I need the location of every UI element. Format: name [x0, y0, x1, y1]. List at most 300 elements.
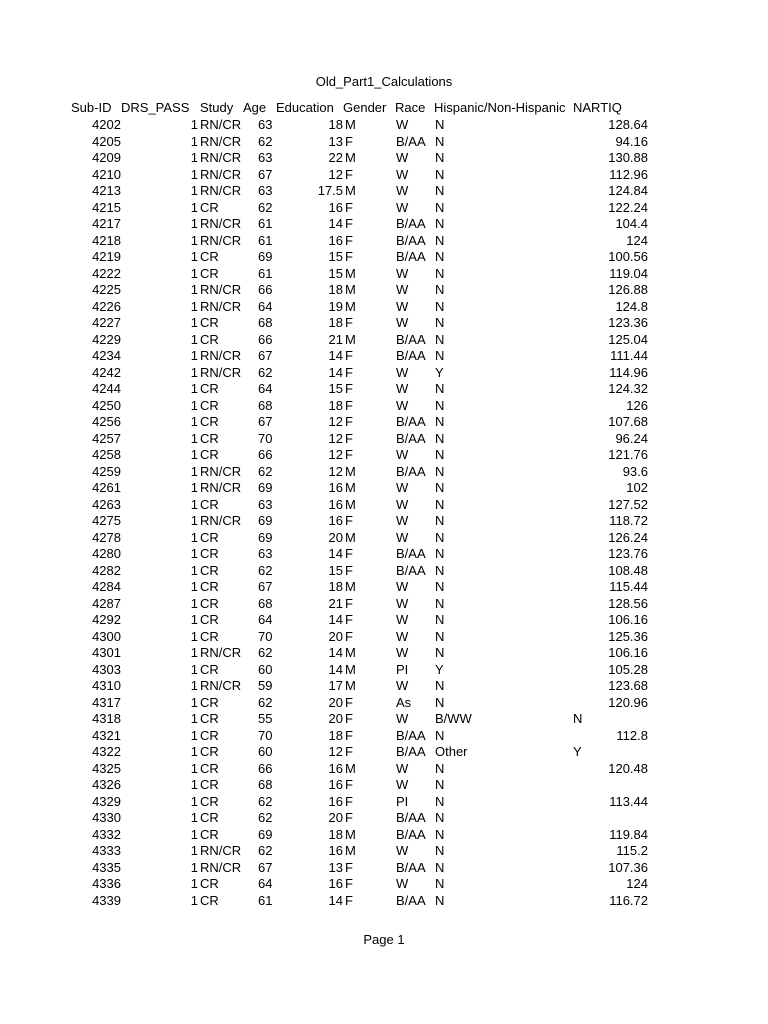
cell-study: RN/CR — [200, 463, 242, 479]
cell-nartiq: 128.56 — [608, 595, 648, 611]
cell-sub-id: 4284 — [92, 579, 121, 594]
cell-study: CR — [200, 447, 219, 462]
table-row — [0, 134, 768, 151]
cell-age: 62 — [258, 364, 273, 380]
cell-drs-pass: 1 — [190, 661, 198, 677]
cell-education: 18 — [328, 727, 343, 743]
cell-study: CR — [200, 760, 219, 776]
table-row — [0, 678, 768, 695]
cell-race: W — [396, 282, 409, 297]
cell-sub-id: 4261 — [92, 480, 121, 495]
cell-hispanic: N — [435, 892, 445, 908]
cell-race: B/AA — [396, 232, 426, 248]
cell-race: W — [396, 364, 409, 380]
header-nartiq: NARTIQ — [573, 100, 622, 115]
cell-age: 63 — [258, 150, 273, 165]
cell-sub-id: 4310 — [92, 678, 121, 693]
cell-gender: F — [345, 513, 353, 528]
cell-nartiq: 128.64 — [608, 117, 648, 132]
table-row — [0, 150, 768, 167]
cell-race: W — [396, 612, 409, 627]
cell-gender: F — [345, 612, 353, 627]
cell-hispanic: N — [435, 397, 445, 413]
cell-sub-id: 4218 — [92, 232, 121, 248]
table-row — [0, 777, 768, 794]
cell-hispanic: N — [435, 546, 445, 561]
cell-gender: F — [345, 744, 353, 759]
table-row — [0, 183, 768, 200]
table-row — [0, 744, 768, 761]
table-row — [0, 893, 768, 910]
cell-gender: F — [345, 595, 353, 611]
cell-sub-id: 4332 — [92, 826, 121, 842]
cell-sub-id: 4229 — [92, 331, 121, 347]
cell-study: CR — [200, 661, 219, 677]
cell-sub-id: 4259 — [92, 463, 121, 479]
cell-drs-pass: 1 — [190, 595, 198, 611]
cell-race: W — [396, 843, 409, 858]
cell-nartiq: 121.76 — [608, 447, 648, 462]
cell-gender: M — [345, 265, 356, 281]
cell-study: CR — [200, 331, 219, 347]
cell-education: 12 — [328, 744, 343, 759]
cell-drs-pass: 1 — [190, 727, 198, 743]
cell-race: W — [396, 876, 409, 891]
cell-age: 68 — [258, 315, 273, 330]
cell-gender: F — [345, 348, 353, 363]
cell-sub-id: 4326 — [92, 777, 121, 792]
cell-sub-id: 4258 — [92, 447, 121, 462]
table-row — [0, 860, 768, 877]
table-row — [0, 117, 768, 134]
cell-gender: F — [345, 777, 353, 792]
cell-sub-id: 4242 — [92, 364, 121, 380]
cell-study: CR — [200, 315, 219, 330]
cell-nartiq: 126.88 — [608, 282, 648, 297]
cell-age: 62 — [258, 810, 273, 825]
cell-drs-pass: 1 — [190, 480, 198, 495]
cell-age: 62 — [258, 199, 273, 215]
cell-nartiq: 113.44 — [609, 793, 648, 809]
cell-education: 12 — [328, 414, 343, 429]
cell-hispanic: N — [435, 199, 445, 215]
cell-gender: F — [345, 430, 353, 446]
cell-race: W — [396, 496, 409, 512]
cell-hispanic: N — [435, 117, 445, 132]
cell-drs-pass: 1 — [190, 364, 198, 380]
cell-race: W — [396, 480, 409, 495]
cell-race: PI — [396, 661, 409, 677]
header-drs-pass: DRS_PASS — [121, 100, 190, 115]
cell-race: As — [396, 694, 412, 710]
cell-race: B/AA — [396, 249, 426, 264]
cell-drs-pass: 1 — [190, 133, 198, 149]
cell-education: 14 — [328, 892, 343, 908]
cell-sub-id: 4301 — [92, 645, 121, 660]
cell-hispanic: N — [435, 562, 445, 578]
cell-education: 17.5 — [317, 183, 343, 198]
cell-gender: M — [345, 826, 356, 842]
table-row — [0, 645, 768, 662]
cell-nartiq: 93.6 — [622, 463, 648, 479]
cell-study: RN/CR — [200, 117, 242, 132]
cell-race: W — [396, 117, 409, 132]
cell-hispanic: Y — [435, 364, 444, 380]
cell-study: RN/CR — [200, 859, 242, 875]
cell-hispanic: N — [435, 216, 445, 231]
cell-drs-pass: 1 — [190, 199, 198, 215]
cell-age: 61 — [258, 892, 273, 908]
cell-hispanic: N — [435, 265, 445, 281]
cell-age: 67 — [258, 859, 273, 875]
table-row — [0, 381, 768, 398]
table-row — [0, 662, 768, 679]
cell-age: 70 — [258, 628, 273, 644]
cell-gender: F — [345, 397, 353, 413]
cell-hispanic: N — [435, 826, 445, 842]
cell-hispanic: N — [435, 430, 445, 446]
cell-sub-id: 4330 — [92, 810, 121, 825]
cell-drs-pass: 1 — [190, 381, 198, 396]
cell-age: 69 — [258, 249, 273, 264]
cell-drs-pass: 1 — [190, 216, 198, 231]
cell-sub-id: 4333 — [92, 843, 121, 858]
header-hispanic: Hispanic/Non-Hispanic — [434, 100, 566, 115]
cell-age: 63 — [258, 183, 273, 198]
cell-hispanic: N — [435, 348, 445, 363]
cell-hispanic: N — [435, 777, 445, 792]
cell-nartiq: 112.96 — [609, 166, 648, 182]
cell-drs-pass: 1 — [190, 447, 198, 462]
cell-nartiq: 106.16 — [608, 612, 648, 627]
table-row — [0, 711, 768, 728]
cell-age: 64 — [258, 298, 273, 314]
cell-education: 18 — [328, 826, 343, 842]
table-row — [0, 398, 768, 415]
cell-age: 69 — [258, 513, 273, 528]
cell-drs-pass: 1 — [190, 579, 198, 594]
cell-sub-id: 4219 — [92, 249, 121, 264]
cell-nartiq: 94.16 — [615, 133, 648, 149]
cell-education: 14 — [328, 612, 343, 627]
cell-education: 18 — [328, 117, 343, 132]
header-race: Race — [395, 100, 426, 115]
cell-drs-pass: 1 — [190, 298, 198, 314]
cell-study: RN/CR — [200, 348, 242, 363]
cell-age: 63 — [258, 546, 273, 561]
cell-gender: F — [345, 199, 353, 215]
cell-study: CR — [200, 381, 219, 396]
cell-study: RN/CR — [200, 298, 242, 314]
cell-nartiq: 105.28 — [608, 661, 648, 677]
cell-hispanic: N — [435, 529, 445, 545]
cell-hispanic: N — [435, 183, 445, 198]
cell-nartiq: 126 — [626, 397, 648, 413]
cell-sub-id: 4222 — [92, 265, 121, 281]
cell-drs-pass: 1 — [190, 876, 198, 891]
cell-hispanic: N — [435, 810, 445, 825]
cell-hispanic: N — [435, 232, 445, 248]
cell-education: 20 — [328, 694, 343, 710]
cell-sub-id: 4329 — [92, 793, 121, 809]
table-row — [0, 431, 768, 448]
cell-education: 13 — [328, 133, 343, 149]
cell-nartiq: 102 — [626, 480, 648, 495]
cell-study: CR — [200, 810, 219, 825]
cell-drs-pass: 1 — [190, 282, 198, 297]
cell-nartiq: 100.56 — [608, 249, 648, 264]
cell-drs-pass: 1 — [190, 826, 198, 842]
cell-nartiq: 119.84 — [609, 826, 648, 842]
cell-gender: M — [345, 529, 356, 545]
cell-sub-id: 4282 — [92, 562, 121, 578]
cell-sub-id: 4215 — [92, 199, 121, 215]
cell-age: 60 — [258, 661, 273, 677]
cell-race: B/AA — [396, 133, 426, 149]
cell-education: 22 — [328, 150, 343, 165]
cell-study: CR — [200, 711, 219, 726]
table-row — [0, 315, 768, 332]
cell-drs-pass: 1 — [190, 694, 198, 710]
cell-nartiq: 111.44 — [610, 348, 648, 363]
cell-age: 64 — [258, 876, 273, 891]
cell-drs-pass: 1 — [190, 331, 198, 347]
cell-education: 12 — [328, 430, 343, 446]
cell-drs-pass: 1 — [190, 249, 198, 264]
cell-study: RN/CR — [200, 480, 242, 495]
cell-study: CR — [200, 595, 219, 611]
cell-age: 59 — [258, 678, 273, 693]
cell-race: W — [396, 447, 409, 462]
cell-hispanic: N — [435, 298, 445, 314]
cell-sub-id: 4226 — [92, 298, 121, 314]
cell-hispanic: N — [435, 496, 445, 512]
cell-study: RN/CR — [200, 150, 242, 165]
cell-overflow: Y — [573, 744, 582, 759]
cell-drs-pass: 1 — [190, 760, 198, 776]
cell-gender: F — [345, 381, 353, 396]
cell-hispanic: N — [435, 133, 445, 149]
cell-hispanic: Other — [435, 744, 468, 759]
cell-race: B/AA — [396, 216, 426, 231]
cell-age: 69 — [258, 480, 273, 495]
cell-hispanic: N — [435, 612, 445, 627]
table-row — [0, 167, 768, 184]
cell-age: 69 — [258, 826, 273, 842]
cell-education: 20 — [328, 529, 343, 545]
cell-hispanic: N — [435, 859, 445, 875]
cell-age: 64 — [258, 612, 273, 627]
cell-hispanic: N — [435, 447, 445, 462]
cell-hispanic: N — [435, 645, 445, 660]
cell-race: W — [396, 166, 409, 182]
cell-drs-pass: 1 — [190, 397, 198, 413]
cell-education: 18 — [328, 579, 343, 594]
cell-sub-id: 4244 — [92, 381, 121, 396]
cell-race: W — [396, 150, 409, 165]
table-row — [0, 579, 768, 596]
cell-study: CR — [200, 579, 219, 594]
cell-study: RN/CR — [200, 282, 242, 297]
cell-race: W — [396, 579, 409, 594]
cell-nartiq: 107.68 — [608, 414, 648, 429]
cell-race: W — [396, 265, 409, 281]
cell-nartiq: 123.36 — [608, 315, 648, 330]
table-row — [0, 464, 768, 481]
cell-age: 62 — [258, 463, 273, 479]
cell-gender: M — [345, 678, 356, 693]
cell-race: B/AA — [396, 826, 426, 842]
cell-nartiq: 124.32 — [608, 381, 648, 396]
cell-age: 68 — [258, 595, 273, 611]
table-row — [0, 596, 768, 613]
cell-education: 15 — [328, 381, 343, 396]
cell-age: 67 — [258, 166, 273, 182]
cell-race: W — [396, 678, 409, 693]
cell-age: 61 — [258, 216, 273, 231]
cell-sub-id: 4234 — [92, 348, 121, 363]
cell-drs-pass: 1 — [190, 463, 198, 479]
cell-drs-pass: 1 — [190, 645, 198, 660]
cell-nartiq: 96.24 — [615, 430, 648, 446]
page-footer: Page 1 — [363, 932, 405, 947]
cell-race: B/AA — [396, 463, 426, 479]
cell-education: 14 — [328, 348, 343, 363]
cell-gender: M — [345, 331, 356, 347]
cell-age: 62 — [258, 562, 273, 578]
cell-race: W — [396, 513, 409, 528]
cell-education: 13 — [328, 859, 343, 875]
cell-nartiq: 114.96 — [609, 364, 648, 380]
cell-gender: F — [345, 562, 353, 578]
cell-sub-id: 4205 — [92, 133, 121, 149]
cell-race: B/AA — [396, 331, 426, 347]
cell-sub-id: 4280 — [92, 546, 121, 561]
cell-hispanic: N — [435, 414, 445, 429]
table-row — [0, 810, 768, 827]
cell-study: CR — [200, 892, 219, 908]
cell-age: 67 — [258, 414, 273, 429]
cell-gender: M — [345, 117, 356, 132]
cell-hispanic: N — [435, 678, 445, 693]
cell-race: B/AA — [396, 859, 426, 875]
cell-study: CR — [200, 529, 219, 545]
cell-education: 18 — [328, 315, 343, 330]
table-row — [0, 414, 768, 431]
cell-age: 61 — [258, 265, 273, 281]
cell-gender: F — [345, 793, 353, 809]
header-age: Age — [243, 100, 267, 115]
cell-sub-id: 4225 — [92, 282, 121, 297]
cell-sub-id: 4317 — [92, 694, 121, 710]
cell-drs-pass: 1 — [190, 546, 198, 561]
table-row — [0, 332, 768, 349]
header-education: Education — [276, 100, 334, 115]
cell-nartiq: 125.36 — [608, 628, 648, 644]
cell-education: 16 — [328, 876, 343, 891]
cell-study: CR — [200, 414, 219, 429]
cell-sub-id: 4217 — [92, 216, 121, 231]
cell-hispanic: N — [435, 843, 445, 858]
cell-study: CR — [200, 496, 219, 512]
cell-study: CR — [200, 265, 219, 281]
cell-age: 66 — [258, 760, 273, 776]
cell-hispanic: N — [435, 331, 445, 347]
cell-race: W — [396, 711, 409, 726]
header-sub-id: Sub-ID — [71, 100, 112, 115]
table-row — [0, 233, 768, 250]
cell-drs-pass: 1 — [190, 810, 198, 825]
cell-race: B/AA — [396, 727, 426, 743]
cell-drs-pass: 1 — [190, 414, 198, 429]
table-row — [0, 612, 768, 629]
cell-education: 14 — [328, 364, 343, 380]
cell-hispanic: N — [435, 694, 445, 710]
cell-race: B/AA — [396, 414, 426, 429]
cell-study: CR — [200, 249, 219, 264]
cell-drs-pass: 1 — [190, 777, 198, 792]
cell-hispanic: N — [435, 628, 445, 644]
cell-nartiq: 124 — [626, 876, 648, 891]
cell-drs-pass: 1 — [190, 315, 198, 330]
cell-drs-pass: 1 — [190, 793, 198, 809]
cell-drs-pass: 1 — [190, 628, 198, 644]
cell-drs-pass: 1 — [190, 678, 198, 693]
cell-study: RN/CR — [200, 364, 242, 380]
cell-age: 68 — [258, 397, 273, 413]
table-row — [0, 447, 768, 464]
cell-gender: F — [345, 628, 353, 644]
cell-study: CR — [200, 694, 219, 710]
cell-race: B/AA — [396, 546, 426, 561]
cell-race: W — [396, 199, 409, 215]
cell-drs-pass: 1 — [190, 430, 198, 446]
cell-gender: M — [345, 150, 356, 165]
cell-education: 16 — [328, 496, 343, 512]
cell-study: CR — [200, 876, 219, 891]
cell-gender: F — [345, 447, 353, 462]
cell-education: 12 — [328, 463, 343, 479]
cell-gender: M — [345, 183, 356, 198]
cell-race: PI — [396, 793, 409, 809]
cell-study: CR — [200, 199, 219, 215]
cell-study: RN/CR — [200, 513, 242, 528]
cell-sub-id: 4227 — [92, 315, 121, 330]
cell-gender: F — [345, 133, 353, 149]
cell-nartiq: 124.8 — [615, 298, 648, 314]
cell-study: CR — [200, 397, 219, 413]
cell-drs-pass: 1 — [190, 183, 198, 198]
cell-age: 66 — [258, 447, 273, 462]
cell-nartiq: 115.2 — [616, 843, 648, 858]
cell-nartiq: 127.52 — [608, 496, 648, 512]
cell-education: 15 — [328, 249, 343, 264]
cell-sub-id: 4321 — [92, 727, 121, 743]
cell-race: W — [396, 595, 409, 611]
table-row — [0, 200, 768, 217]
table-row — [0, 695, 768, 712]
cell-education: 12 — [328, 166, 343, 182]
cell-study: CR — [200, 727, 219, 743]
cell-age: 62 — [258, 793, 273, 809]
cell-nartiq: 104.4 — [615, 216, 648, 231]
cell-gender: F — [345, 694, 353, 710]
cell-nartiq: 124 — [626, 232, 648, 248]
cell-education: 16 — [328, 513, 343, 528]
cell-study: CR — [200, 744, 219, 759]
table-row — [0, 282, 768, 299]
cell-age: 62 — [258, 133, 273, 149]
